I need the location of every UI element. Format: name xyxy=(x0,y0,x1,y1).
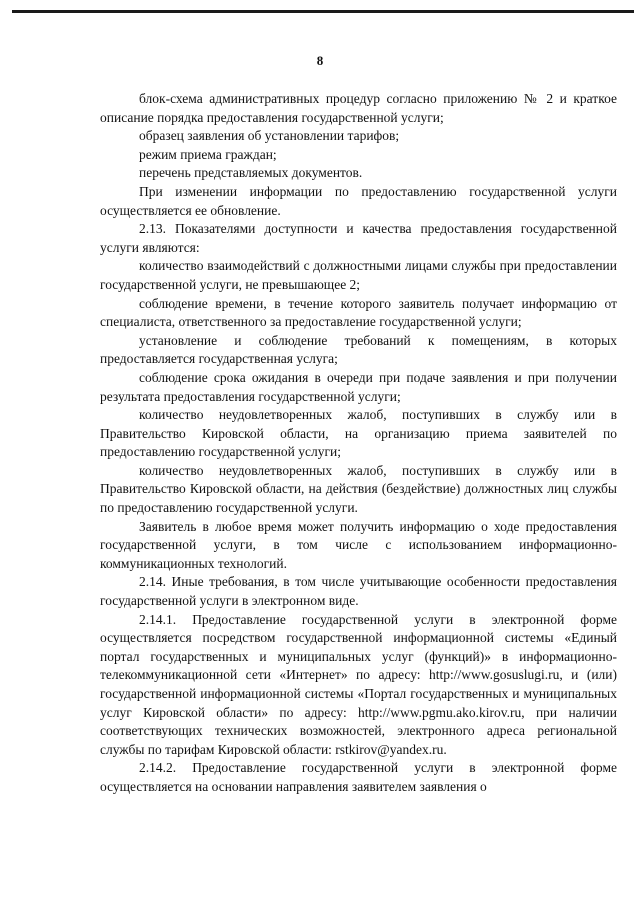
paragraph: установление и соблюдение требований к помещениям, в которых предоставляется государственная услуга; xyxy=(100,332,617,367)
section-2-13-heading: 2.13. Показателями доступности и качества предоставления государственной услуги являются: xyxy=(100,221,617,255)
paragraph: перечень представляемых документов. xyxy=(139,165,363,181)
paragraph: количество взаимодействий с должностными лицами службы при предоставлении государственной услуги, не превышающее 2; xyxy=(100,258,617,292)
document-body xyxy=(100,90,617,797)
paragraph: Заявитель в любое время может получить информацию о ходе предоставления государственной услуги, в том числе с использованием информационно-коммуникационных технологий. xyxy=(100,518,617,571)
section-2-14-heading: 2.14. Иные требования, в том числе учитывающие особенности предоставления государственной услуги в электронном виде. xyxy=(100,574,617,609)
section-2-14-1: 2.14.1. Предоставление государственной услуги в электронной форме осуществляется посредством государственной информационной системы «Единый портал государственных и муниципальных услуг (функций)» в информационно-телекоммуникационной сети «Интернет» по адресу: http://www.gosuslugi.ru, и (или) государственной информационной системы «Портал государственных и муниципальных услуг Кировской области» по адресу: http://www.pgmu.ako.kirov.ru, при наличии соответствующих технических возможностей, электронного адреса региональной службы по тарифам Кировской области: rstkirov@yandex.ru. xyxy=(100,611,617,757)
paragraph: При изменении информации по предоставлению государственной услуги осуществляется ее обновление. xyxy=(100,183,617,218)
page-number: 8 xyxy=(316,53,324,68)
paragraph: соблюдение срока ожидания в очереди при подаче заявления и при получении результата предоставления государственной услуги; xyxy=(100,369,617,404)
top-border-line xyxy=(12,10,634,13)
paragraph: соблюдение времени, в течение которого заявитель получает информацию от специалиста, ответственного за предоставление государственной услуги; xyxy=(100,295,617,330)
paragraph: количество неудовлетворенных жалоб, поступивших в службу или в Правительство Кировской области, на организацию приема заявителей по предоставлению государственной услуги; xyxy=(100,407,617,460)
paragraph: количество неудовлетворенных жалоб, поступивших в службу или в Правительство Кировской области, на действия (бездействие) должностных лиц службы по предоставлению государственной услуги. xyxy=(100,462,617,516)
paragraph: образец заявления об установлении тарифов; xyxy=(139,128,400,144)
section-2-14-2: 2.14.2. Предоставление государственной услуги в электронной форме осуществляется на основании направления заявителем заявления о xyxy=(100,760,617,794)
paragraph: блок-схема административных процедур согласно приложению № 2 и краткое описание порядка предоставления государственной услуги; xyxy=(100,91,617,125)
paragraph: режим приема граждан; xyxy=(139,146,277,162)
